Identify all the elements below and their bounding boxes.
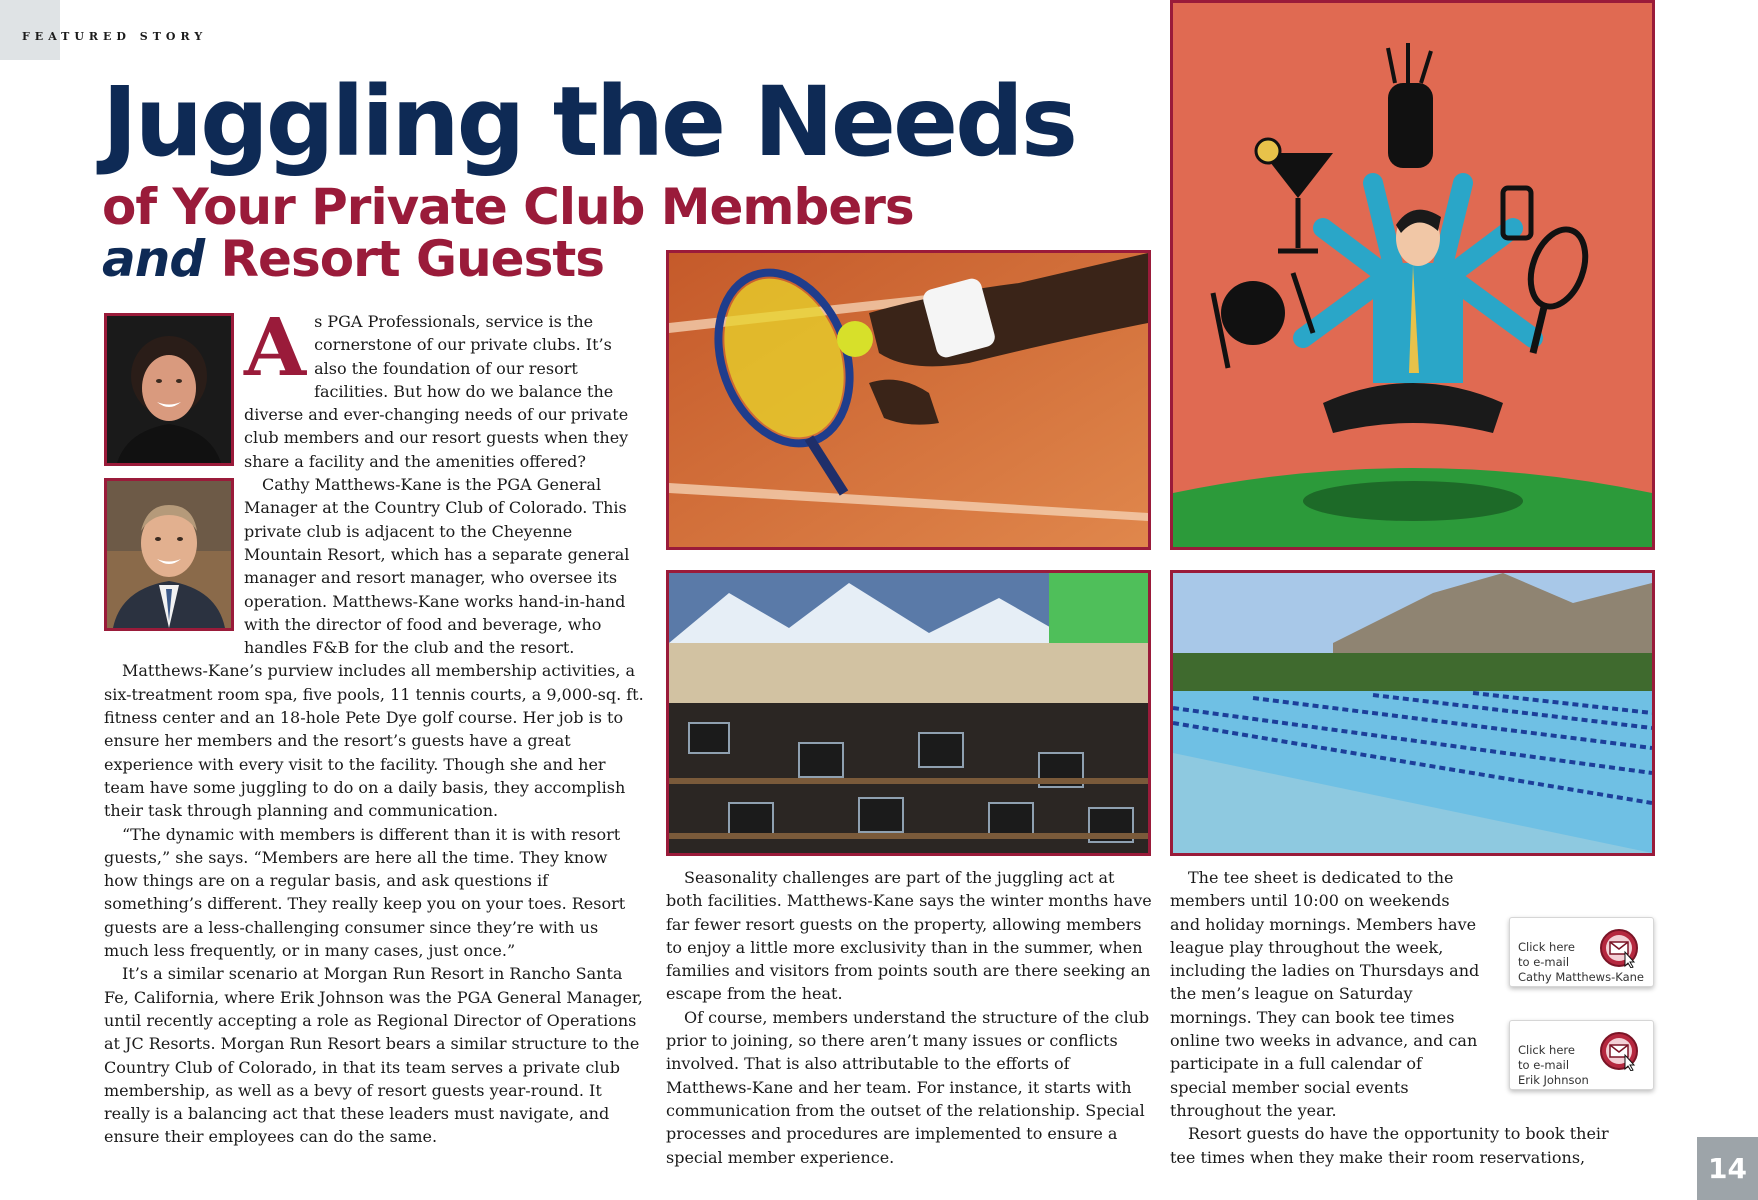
button-line: to e-mail bbox=[1518, 955, 1570, 969]
section-label: FEATURED STORY bbox=[22, 30, 208, 43]
golf-bag-icon bbox=[1388, 83, 1433, 168]
paragraph: “The dynamic with members is different than it is with resort guests,” she says. “Members are here all the time. They know how things are on a regular basis, and ask questions if something’s different. They really keep you on your toes. Resort guests are a less-challenging consumer since they’re with us much less frequently, or in many cases, just once.” bbox=[104, 824, 626, 961]
envelope-cursor-icon bbox=[1599, 928, 1639, 968]
article-column-3 bbox=[1170, 866, 1630, 1169]
email-cathy-button[interactable] bbox=[1509, 917, 1654, 987]
button-line: Cathy Matthews-Kane bbox=[1518, 970, 1644, 984]
paragraph: Cathy Matthews-Kane is the PGA General Manager at the Country Club of Colorado. This private club is adjacent to the Cheyenne Mountain Resort, which has a separate general manager and resort manager, who oversee its operation. Matthews-Kane works hand-in-hand with the director of food and beverage, who handles F&B for the club and the resort. bbox=[244, 475, 630, 658]
paragraph: Seasonality challenges are part of the juggling act at both facilities. Matthews-Kane says the winter months have far fewer resort guests on the property, allowing members to enjoy a little more exclusivity than in the summer, when families and visitors from points south are there seeking an escape from the heat. bbox=[666, 868, 1152, 1004]
paragraph: The tee sheet is dedicated to the members until 10:00 on weekends and holiday mornings. Members have league play throughout the week, including the ladies on Thursdays and the men’s league on Saturday mornings. They can book tee times online two weeks in advance, and can participate in a full calendar of special member social events throughout the year. bbox=[1170, 868, 1480, 1120]
email-erik-button[interactable] bbox=[1509, 1020, 1654, 1090]
paragraph: Matthews-Kane’s purview includes all membership activities, a six-treatment room spa, five pools, 11 tennis courts, a 9,000-sq. ft. fitness center and an 18-hole Pete Dye golf course. Her job is to ensure her members and the resort’s guests have a great experience with every visit to the facility. Though she and her team have some juggling to do on a daily basis, they accomplish their task through planning and communication. bbox=[104, 661, 644, 821]
juggling-manager-image bbox=[1173, 3, 1652, 547]
button-line: Click here bbox=[1518, 1043, 1575, 1057]
headline: Juggling the Needs bbox=[102, 66, 1075, 178]
paragraph: Resort guests do have the opportunity to book their tee times when they make their room reservations, bbox=[1170, 1124, 1609, 1167]
button-line: Erik Johnson bbox=[1518, 1073, 1589, 1087]
pool-mountain-image bbox=[1173, 573, 1652, 853]
drop-cap: A bbox=[244, 300, 307, 394]
article-column-2 bbox=[666, 866, 1156, 1169]
plate-icon bbox=[1221, 281, 1285, 345]
article-column-1 bbox=[104, 300, 644, 1149]
button-line: to e-mail bbox=[1518, 1058, 1570, 1072]
subheadline-1: of Your Private Club Members bbox=[102, 178, 914, 236]
subheadline-rest: Resort Guests bbox=[204, 230, 605, 288]
paragraph: s PGA Professionals, service is the cornerstone of our private clubs. It’s also the foundation of our resort facilities. But how do we balance the diverse and ever-changing needs of our private club members and our resort guests when they share a facility and the amenities offered? bbox=[244, 312, 629, 471]
juggling-illustration bbox=[1170, 0, 1655, 550]
fitness-center-image bbox=[669, 573, 1148, 853]
paragraph: It’s a similar scenario at Morgan Run Resort in Rancho Santa Fe, California, where Erik Johnson was the PGA General Manager, until recently accepting a role as Regional Director of Operations at JC Resorts. Morgan Run Resort bears a similar structure to the Country Club of Colorado, in that its team serves a private club membership, as well as a bevy of resort guests year-round. It really is a balancing act that these leaders must navigate, and ensure their employees can do the same. bbox=[104, 964, 643, 1147]
fitness-center-photo bbox=[666, 570, 1151, 856]
subheadline-2 bbox=[102, 230, 605, 288]
page-number: 14 bbox=[1697, 1137, 1758, 1200]
subheadline-and: and bbox=[102, 230, 205, 288]
pool-photo bbox=[1170, 570, 1655, 856]
tennis-photo bbox=[666, 250, 1151, 550]
envelope-cursor-icon bbox=[1599, 1031, 1639, 1071]
paragraph: Of course, members understand the structure of the club prior to joining, so there aren’t many issues or conflicts involved. That is also attributable to the efforts of Matthews-Kane and her team. For instance, it starts with communication from the outset of the relationship. Special processes and procedures are implemented to ensure a special member experience. bbox=[666, 1007, 1150, 1167]
button-line: Click here bbox=[1518, 940, 1575, 954]
tennis-image bbox=[669, 253, 1148, 547]
